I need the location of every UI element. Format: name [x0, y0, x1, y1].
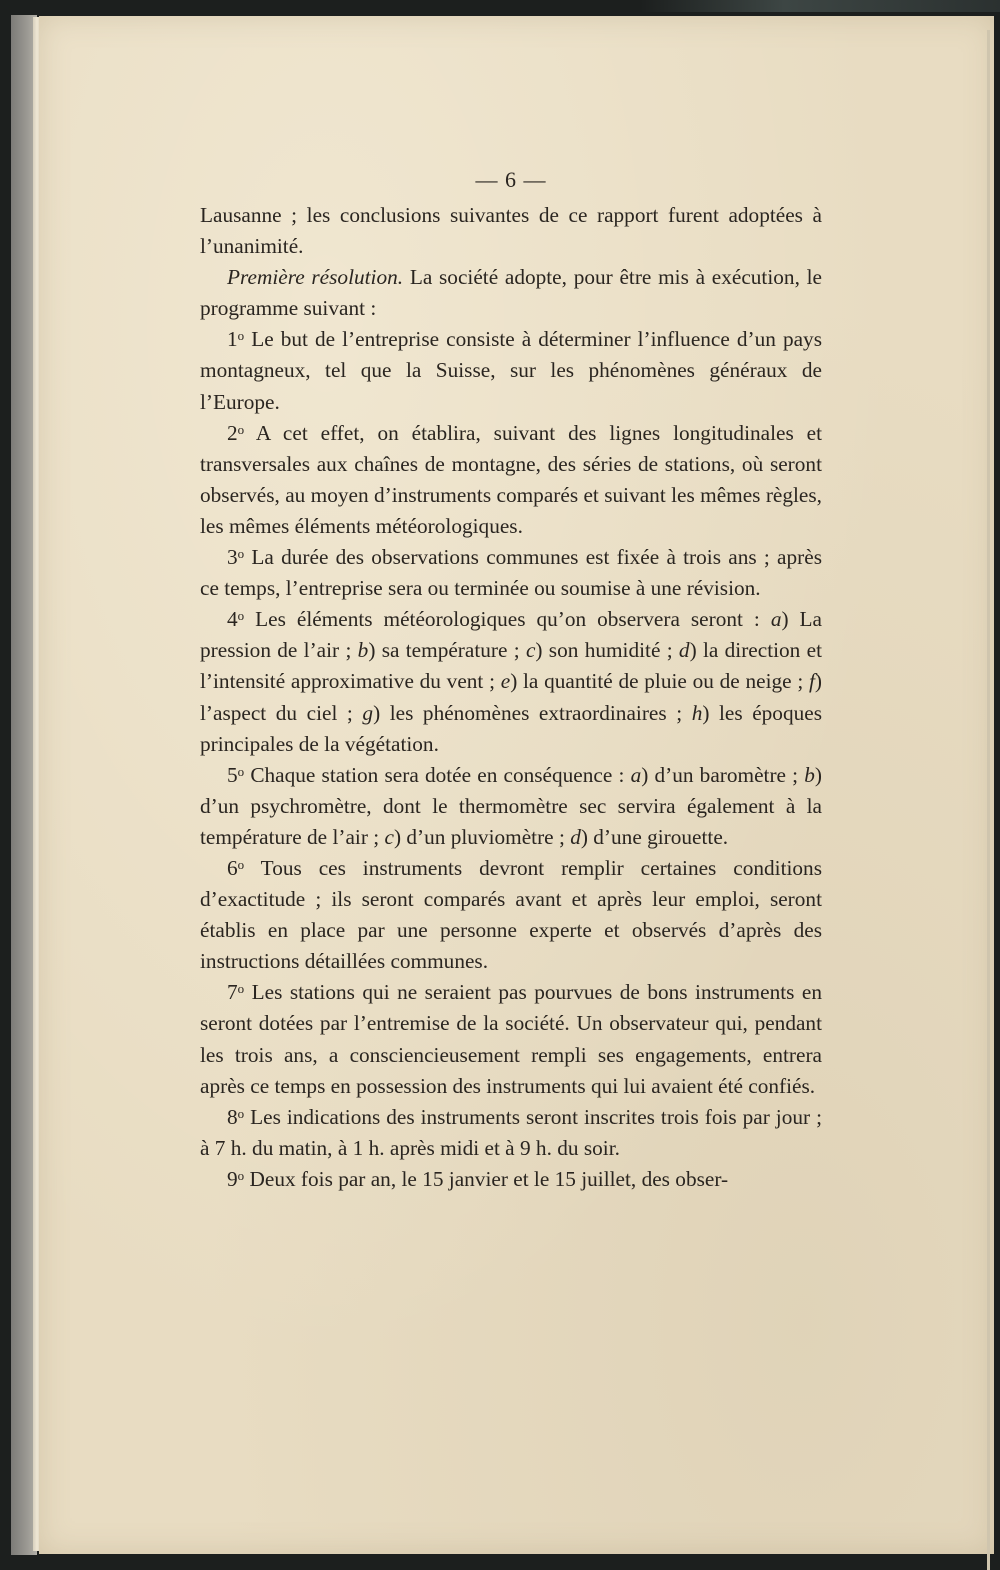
item-text: Tous ces instruments devront remplir certaines conditions d’exactitude ; ils seront comparés avant et après leur emploi, seront établis en place par une personne experte et observés d’après des instructions détaillées communes.: [200, 855, 822, 974]
item-number: 9: [227, 1166, 238, 1191]
item-letter: c: [384, 824, 394, 849]
resolution-text: La société adopte, pour être mis à exécution, le programme suivant :: [200, 265, 822, 321]
resolution-paragraph: [200, 262, 822, 324]
resolution-item: [200, 418, 822, 542]
item-letter: h: [691, 700, 703, 725]
item-number: 1: [227, 327, 238, 352]
ordinal-mark: o: [237, 608, 245, 624]
item-text: ) la quantité de pluie ou de neige ;: [510, 669, 809, 694]
item-text: Deux fois par an, le 15 janvier et le 15 juillet, des obser-: [244, 1166, 729, 1191]
item-letter: c: [525, 638, 536, 663]
item-letter: d: [678, 638, 690, 663]
page-right-edge: [987, 30, 990, 1570]
resolution-items-list: [200, 324, 822, 1195]
ordinal-mark: o: [237, 763, 245, 779]
item-text: ) La pression de l’air ;: [200, 607, 823, 663]
item-letter: d: [570, 824, 581, 849]
item-letter: e: [500, 669, 511, 694]
item-text: ) d’un psychromètre, dont le thermomètre sec servira également à la température de l’air ;: [200, 762, 823, 849]
resolution-title: Première résolution.: [227, 265, 404, 290]
resolution-item: [200, 542, 822, 604]
opening-text: Lausanne ; les conclusions suivantes de ce rapport furent adoptées à l’unanimité.: [200, 203, 822, 259]
ordinal-mark: o: [237, 856, 245, 872]
item-text: ) d’un pluviomètre ;: [393, 824, 571, 849]
item-letter: b: [804, 762, 815, 787]
ordinal-mark: o: [237, 981, 245, 997]
item-text: ) les époques principales de la végétation.: [200, 700, 822, 756]
item-number: 4: [227, 607, 238, 632]
resolution-item: [200, 853, 822, 977]
item-text: A cet effet, on établira, suivant des lignes longitudinales et transversales aux chaînes de montagne, des séries de stations, où seront observés, au moyen d’instruments comparés et suivant les mêmes règles, les mêmes éléments météorologiques.: [200, 420, 822, 538]
resolution-item: [200, 604, 822, 759]
item-text: Les éléments météorologiques qu’on observera seront :: [244, 607, 771, 632]
item-number: 8: [227, 1104, 238, 1129]
ordinal-mark: o: [237, 421, 245, 437]
ordinal-mark: o: [237, 328, 245, 344]
item-letter: b: [357, 638, 369, 663]
opening-paragraph: [200, 200, 822, 262]
resolution-item: [200, 1164, 822, 1195]
item-number: 3: [227, 545, 238, 570]
item-text: Les stations qui ne seraient pas pourvues de bons instruments en seront dotées par l’entremise de la société. Un observateur qui, pendant les trois ans, a consciencieusement rempli ses engagements, entrera après ce temps en possession des instruments qui lui avaient été confiés.: [200, 980, 822, 1098]
resolution-item: [200, 977, 822, 1101]
item-text: Le but de l’entreprise consiste à déterminer l’influence d’un pays montagneux, tel que la Suisse, sur les phénomènes généraux de l’Europe.: [200, 327, 822, 414]
resolution-item: [200, 324, 822, 417]
item-letter: a: [770, 607, 782, 632]
item-text: ) d’une girouette.: [580, 824, 729, 849]
item-text: Chaque station sera dotée en conséquence :: [244, 762, 631, 787]
item-text: ) sa température ;: [368, 638, 526, 663]
item-text: ) les phénomènes extraordinaires ;: [373, 700, 692, 725]
page-number: — 6 —: [475, 167, 547, 192]
page-text: [200, 160, 822, 1195]
item-number: 7: [227, 980, 238, 1005]
resolution-item: [200, 1102, 822, 1164]
ordinal-mark: o: [237, 1105, 245, 1121]
ordinal-mark: o: [237, 546, 245, 562]
item-number: 5: [227, 762, 238, 787]
item-number: 2: [227, 420, 238, 445]
item-text: ) la direction et l’intensité approximative du vent ;: [200, 638, 822, 694]
item-text: ) d’un baromètre ;: [641, 762, 805, 787]
item-text: La durée des observations communes est fixée à trois ans ; après ce temps, l’entreprise sera ou terminée ou soumise à une révision.: [200, 545, 822, 601]
item-text: ) son humidité ;: [535, 638, 679, 663]
ordinal-mark: o: [237, 1167, 245, 1183]
item-text: ) l’aspect du ciel ;: [200, 669, 822, 725]
item-letter: f: [808, 669, 815, 694]
item-letter: g: [362, 700, 374, 725]
item-letter: a: [630, 762, 642, 787]
item-text: Les indications des instruments seront inscrites trois fois par jour ; à 7 h. du matin, à 1 h. après midi et à 9 h. du soir.: [200, 1104, 822, 1160]
item-number: 6: [227, 855, 238, 880]
scanner-background-strip: [640, 0, 1000, 12]
resolution-item: [200, 760, 822, 853]
